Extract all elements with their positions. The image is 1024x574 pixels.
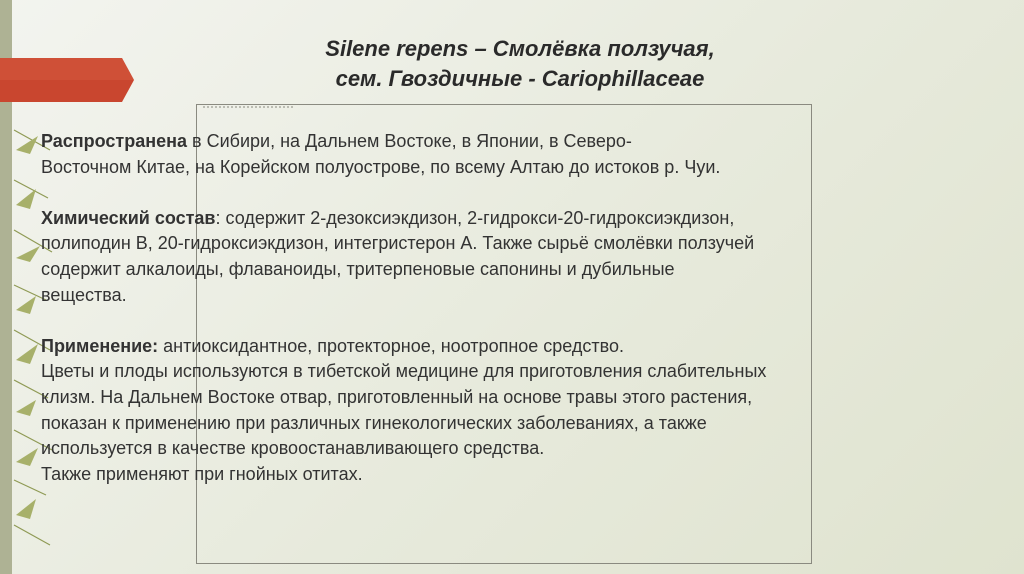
usage-line5: используется в качестве кровоостанавливающего средства. bbox=[41, 438, 545, 459]
usage-label: Применение: bbox=[41, 335, 159, 356]
chemistry-line1: Химический состав: содержит 2-дезоксиэкдизон, 2-гидрокси-20-гидроксиэкдизон, bbox=[41, 207, 735, 228]
usage-line1: Применение: антиоксидантное, протекторное, ноотропное средство. bbox=[41, 335, 625, 356]
slide-body bbox=[41, 129, 981, 487]
distribution-line2: Восточном Китае, на Корейском полуострове, по всему Алтаю до истоков р. Чуи. bbox=[41, 156, 721, 177]
chemistry-line2: полиподин В, 20-гидроксиэкдизон, интегристерон А. Также сырьё смолёвки ползучей bbox=[41, 233, 755, 254]
usage-line2: Цветы и плоды используются в тибетской медицине для приготовления слабительных bbox=[41, 361, 767, 382]
distribution-label: Распространена bbox=[41, 131, 188, 151]
slide-title-line2: сем. Гвоздичные - Cariophillaceae bbox=[335, 66, 705, 91]
chemistry-line4: вещества. bbox=[41, 284, 127, 305]
frame-caption-mark bbox=[203, 106, 293, 111]
chemistry-label: Химический состав bbox=[41, 207, 216, 228]
distribution-line1: Распространена в Сибири, на Дальнем Востоке, в Японии, в Северо- bbox=[41, 131, 632, 151]
accent-arrow-icon bbox=[0, 58, 134, 102]
chemistry-line3: содержит алкалоиды, флаваноиды, тритерпеновые сапонины и дубильные bbox=[41, 258, 675, 279]
slide-title-line1: Silene repens – Смолёвка ползучая, bbox=[325, 36, 715, 61]
usage-line4: показан к применению при различных гинекологических заболеваниях, а также bbox=[41, 412, 707, 433]
usage-line3: клизм. На Дальнем Востоке отвар, приготовленный на основе травы этого растения, bbox=[41, 386, 753, 407]
usage-line6: Также применяют при гнойных отитах. bbox=[41, 463, 363, 484]
